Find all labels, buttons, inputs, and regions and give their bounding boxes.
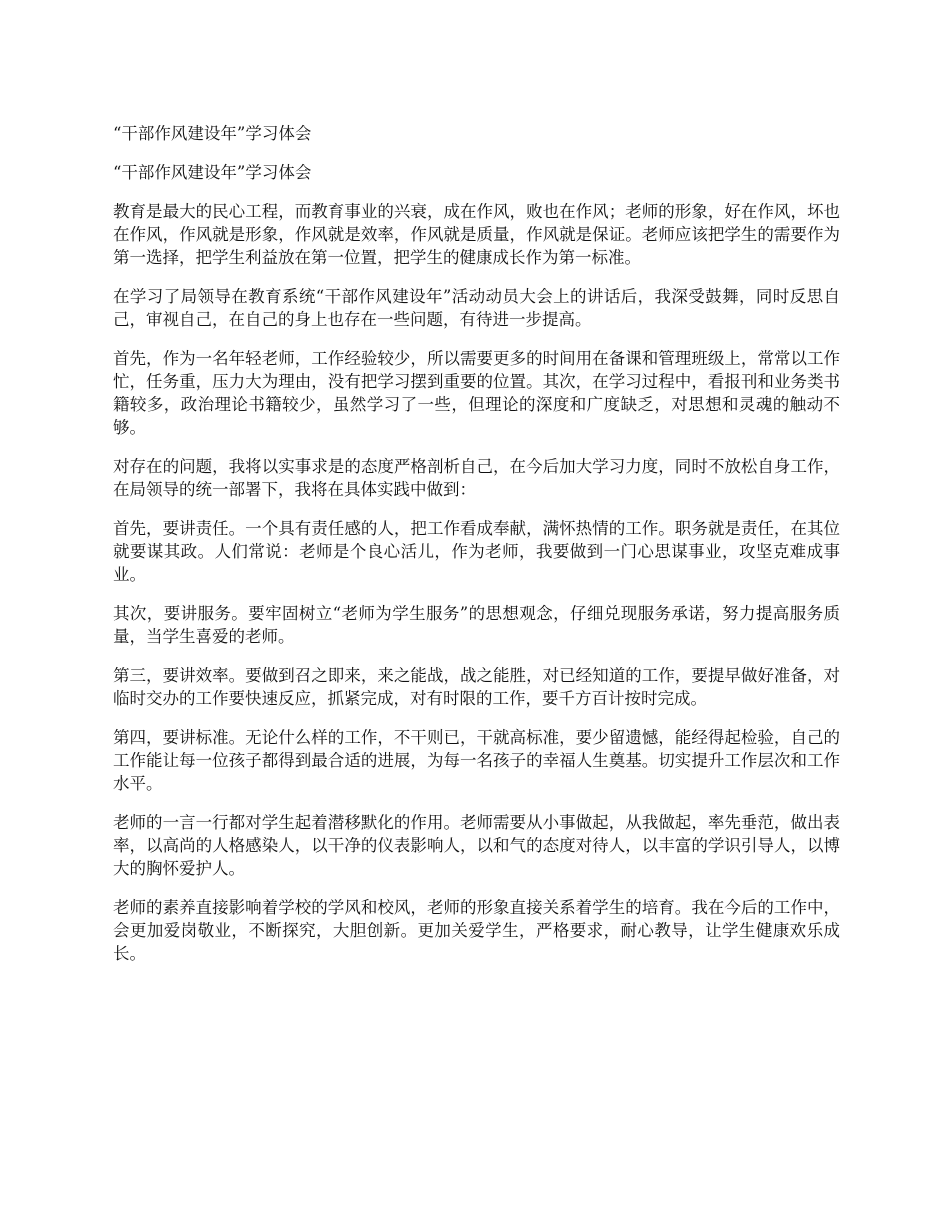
paragraph: 第四，要讲标准。无论什么样的工作，不干则已，干就高标准，要少留遗憾，能经得起检验，自己的工作能让每一位孩子都得到最合适的进展，为每一名孩子的幸福人生奠基。切实提升工作层次和工作水平。 [113,728,840,793]
paragraph: 第三，要讲效率。要做到召之即来，来之能战，战之能胜，对已经知道的工作，要提早做好准备，对临时交办的工作要快速反应，抓紧完成，对有时限的工作，要千方百计按时完成。 [113,666,840,708]
document-subtitle: “干部作风建设年”学习体会 [113,163,312,182]
paragraph: 老师的素养直接影响着学校的学风和校风，老师的形象直接关系着学生的培育。我在今后的工作中，会更加爱岗敬业，不断探究，大胆创新。更加关爱学生，严格要求，耐心教导，让学生健康欢乐成长。 [113,898,840,963]
paragraph: 老师的一言一行都对学生起着潜移默化的作用。老师需要从小事做起，从我做起，率先垂范，做出表率，以高尚的人格感染人，以干净的仪表影响人，以和气的态度对待人，以丰富的学识引导人，以博大的胸怀爱护人。 [113,813,840,878]
paragraph: 首先，要讲责任。一个具有责任感的人，把工作看成奉献，满怀热情的工作。职务就是责任，在其位就要谋其政。人们常说：老师是个良心活儿，作为老师，我要做到一门心思谋事业，攻坚克难成事业。 [113,519,840,584]
paragraph: 教育是最大的民心工程，而教育事业的兴衰，成在作风，败也在作风；老师的形象，好在作风，坏也在作风，作风就是形象，作风就是效率，作风就是质量，作风就是保证。老师应该把学生的需要作为第一选择，把学生利益放在第一位置，把学生的健康成长作为第一标准。 [113,202,840,267]
paragraph: 在学习了局领导在教育系统“干部作风建设年”活动动员大会上的讲话后，我深受鼓舞，同时反思自己，审视自己，在自己的身上也存在一些问题，有待进一步提高。 [113,287,840,329]
paragraph: 对存在的问题，我将以实事求是的态度严格剖析自己，在今后加大学习力度，同时不放松自身工作，在局领导的统一部署下，我将在具体实践中做到： [113,457,840,499]
paragraph: 首先，作为一名年轻老师，工作经验较少，所以需要更多的时间用在备课和管理班级上，常常以工作忙，任务重，压力大为理由，没有把学习摆到重要的位置。其次，在学习过程中，看报刊和业务类书籍较多，政治理论书籍较少，虽然学习了一些，但理论的深度和广度缺乏，对思想和灵魂的触动不够。 [113,349,840,437]
document-title: “干部作风建设年”学习体会 [113,124,312,143]
document-page [113,122,840,981]
paragraph: 其次，要讲服务。要牢固树立“老师为学生服务”的思想观念，仔细兑现服务承诺，努力提高服务质量，当学生喜爱的老师。 [113,604,840,646]
